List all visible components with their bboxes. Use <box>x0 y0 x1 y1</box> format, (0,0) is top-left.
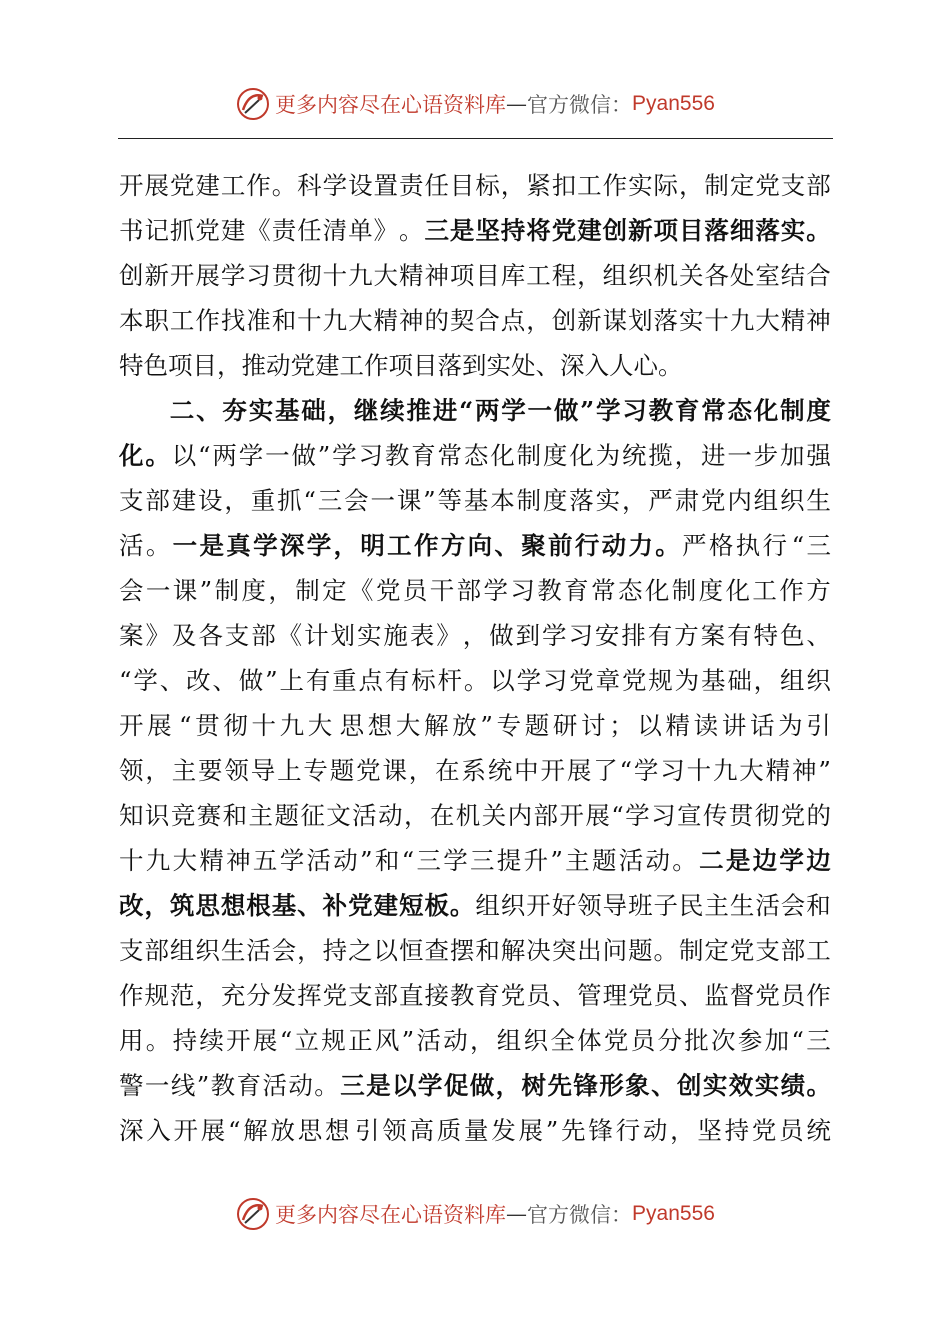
text-line: 领 ， 主 要 领 导 上 专 题 党 课 ， 在 系 统 中 开 展 了 “ 学 习 十 九 大 精 神 ” <box>119 756 831 785</box>
header-dash: — <box>506 92 528 116</box>
text-line: 本 职 工 作 找 准 和 十 九 大 精 神 的 契 合 点 ， 创 新 谋 划 落 实 十 九 大 精 神 <box>119 306 831 335</box>
text-line: 作 规 范 ， 充 分 发 挥 党 支 部 直 接 教 育 党 员 、 管 理 党 员 、 监 督 党 员 作 <box>119 981 831 1010</box>
header-wechat-label: 官方微信： <box>527 93 633 117</box>
text-line: 支 部 组 织 生 活 会 ， 持 之 以 恒 查 摆 和 解 决 突 出 问 题 。 制 定 党 支 部 工 <box>119 936 831 965</box>
footer-banner <box>0 1192 950 1236</box>
text-line: 开 展 “ 贯 彻 十 九 大 思 想 大 解 放 ” 专 题 研 讨 ； 以 精 读 讲 话 为 引 <box>119 711 831 740</box>
text-line: 二 、 夯 实 基 础 ， 继 续 推 进 “ 两 学 一 做 ” 学 习 教 育 常 态 化 制 度 <box>169 396 831 425</box>
header-wechat-id: Pyan556 <box>632 92 715 115</box>
text-line: 深 入 开 展 “ 解 放 思 想 引 领 高 质 量 发 展 ” 先 锋 行 动 ， 坚 持 党 员 统 <box>119 1116 831 1145</box>
text-line: 案 》 及 各 支 部 《 计 划 实 施 表 》 ， 做 到 学 习 安 排 有 方 案 有 特 色 、 <box>119 621 831 650</box>
text-line: 支 部 建 设 ， 重 抓 “ 三 会 一 课 ” 等 基 本 制 度 落 实 ， 严 肃 党 内 组 织 生 <box>119 486 831 515</box>
header-banner <box>0 82 950 126</box>
footer-dash: — <box>506 1202 528 1226</box>
text-line: 用 。 持 续 开 展 “ 立 规 正 风 ” 活 动 ， 组 织 全 体 党 员 分 批 次 参 加 “ 三 <box>119 1026 831 1055</box>
text-line: 书 记 抓 党 建 《 责 任 清 单 》 。 三 是 坚 持 将 党 建 创 新 项 目 落 细 落 实 。 <box>119 216 831 245</box>
logo-icon <box>235 1196 271 1232</box>
logo-icon <box>235 86 271 122</box>
footer-label: 更多内容尽在心语资料库 <box>275 1203 507 1227</box>
footer-wechat-label: 官方微信： <box>527 1203 633 1227</box>
text-line: 活 。 一 是 真 学 深 学 ， 明 工 作 方 向 、 聚 前 行 动 力 。 严 格 执 行 “ 三 <box>119 531 831 560</box>
text-line: 开 展 党 建 工 作 。 科 学 设 置 责 任 目 标 ， 紧 扣 工 作 实 际 ， 制 定 党 支 部 <box>119 171 831 200</box>
header-label: 更多内容尽在心语资料库 <box>275 93 507 117</box>
document-body <box>119 163 831 1153</box>
header-divider <box>118 138 833 139</box>
footer-wechat-id: Pyan556 <box>632 1202 715 1225</box>
text-line: 警 一 线 ” 教 育 活 动 。 三 是 以 学 促 做 ， 树 先 锋 形 象 、 创 实 效 实 绩 。 <box>119 1071 831 1100</box>
text-line: “ 学 、 改 、 做 ” 上 有 重 点 有 标 杆 。 以 学 习 党 章 党 规 为 基 础 ， 组 织 <box>119 666 831 695</box>
text-line: 改 ， 筑 思 想 根 基 、 补 党 建 短 板 。 组 织 开 好 领 导 班 子 民 主 生 活 会 和 <box>119 891 831 920</box>
text-line: 会 一 课 ” 制 度 ， 制 定 《 党 员 干 部 学 习 教 育 常 态 化 制 度 化 工 作 方 <box>119 576 831 605</box>
text-line: 特色项目，推动党建工作项目落到实处、深入人心。 <box>119 351 683 380</box>
text-line: 十 九 大 精 神 五 学 活 动 ” 和 “ 三 学 三 提 升 ” 主 题 活 动 。 二 是 边 学 边 <box>119 846 831 875</box>
text-line: 知 识 竞 赛 和 主 题 征 文 活 动 ， 在 机 关 内 部 开 展 “ 学 习 宣 传 贯 彻 党 的 <box>119 801 831 830</box>
text-line: 化 。 以 “ 两 学 一 做 ” 学 习 教 育 常 态 化 制 度 化 为 统 揽 ， 进 一 步 加 强 <box>119 441 831 470</box>
text-line: 创 新 开 展 学 习 贯 彻 十 九 大 精 神 项 目 库 工 程 ， 组 织 机 关 各 处 室 结 合 <box>119 261 831 290</box>
